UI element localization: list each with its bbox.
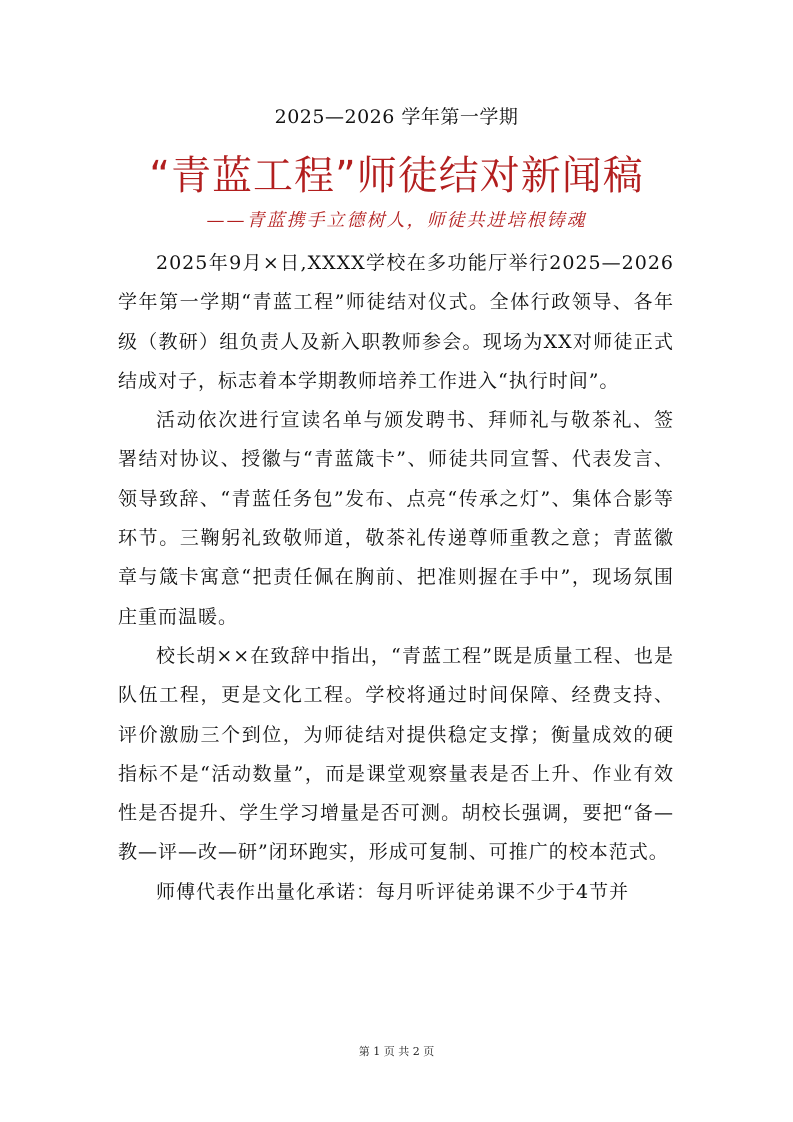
paragraph-1: 2025年9月×日,XXXX学校在多功能厅举行2025—2026学年第一学期“青蓝工程”师徒结对仪式。全体行政领导、各年级（教研）组负责人及新入职教师参会。现场为XX对师徒正式结成对子，标志着本学期教师培养工作进入“执行时间”。 — [118, 252, 674, 392]
page-title: “青蓝工程”师徒结对新闻稿 — [149, 153, 644, 199]
paragraph-2: 活动依次进行宣读名单与颁发聘书、拜师礼与敬茶礼、签署结对协议、授徽与“青蓝箴卡”、师徒共同宣誓、代表发言、领导致辞、“青蓝任务包”发布、点亮“传承之灯”、集体合影等环节。三鞠躬礼致敬师道，敬茶礼传递尊师重教之意；青蓝徽章与箴卡寓意“把责任佩在胸前、把准则握在手中”，现场氛围庄重而温暖。 — [118, 409, 674, 628]
semester-heading: 2025—2026 学年第一学期 — [274, 106, 519, 128]
paragraph-3: 校长胡××在致辞中指出，“青蓝工程”既是质量工程、也是队伍工程，更是文化工程。学校将通过时间保障、经费支持、评价激励三个到位，为师徒结对提供稳定支撑；衡量成效的硬指标不是“活动数量”，而是课堂观察量表是否上升、作业有效性是否提升、学生学习增量是否可测。胡校长强调，要把“备—教—评—改—研”闭环跑实，形成可复制、可推广的校本范式。 — [118, 644, 674, 864]
article-body — [118, 244, 674, 912]
page-footer: 第 1 页 共 2 页 — [358, 1045, 435, 1058]
paragraph-4: 师傅代表作出量化承诺：每月听评徒弟课不少于4节并 — [156, 880, 630, 903]
page-subtitle: ——青蓝携手立德树人，师徒共进培根铸魂 — [206, 210, 587, 231]
